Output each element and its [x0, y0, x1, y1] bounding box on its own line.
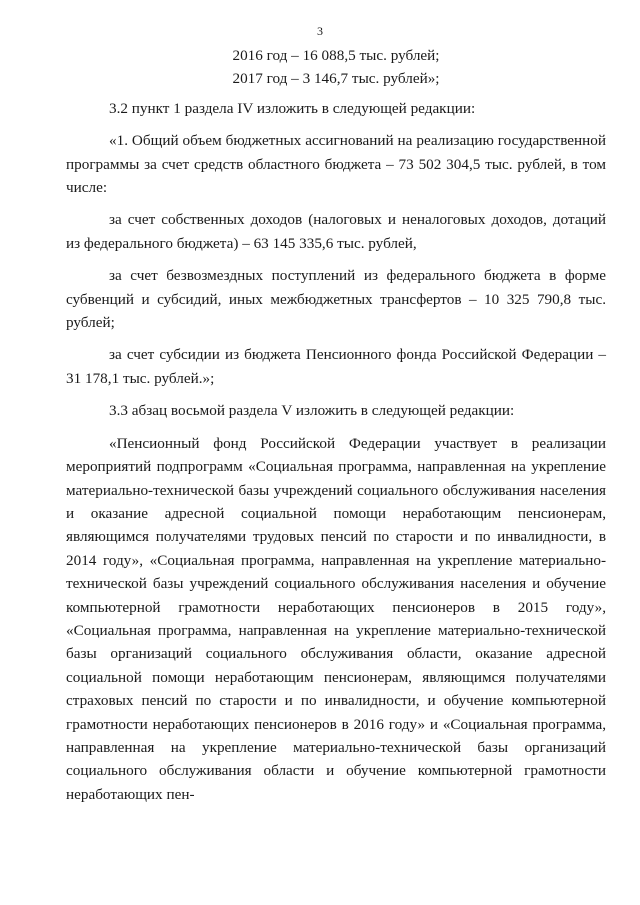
paragraph-total-allocation: «1. Общий объем бюджетных ассигнований на реализацию государственной программы за счет средств областного бюджета – 73 502 304,5 тыс. рублей, в том числе: [66, 132, 606, 197]
year-2016-line: 2016 год – 16 088,5 тыс. рублей; [232, 47, 440, 64]
year-2017-line: 2017 год – 3 146,7 тыс. рублей»; [232, 70, 440, 88]
page-number: 3 [317, 24, 323, 38]
paragraph-pension-fund-participation: «Пенсионный фонд Российской Федерации участвует в реализации мероприятий подпрограмм «Социальная программа, направленная на укрепление материально-технической базы учреждений социального обслуживания населения и оказание адресной социальной помощи неработающим пенсионерам, являющимся получателями трудовых пенсий по старости и по инвалидности, в 2014 году», «Социальная программа, направленная на укрепление материально-технической базы учреждений социального обслуживания населения и обучение компьютерной грамотности неработающих пенсионеров в 2015 году», «Социальная программа, направленная на укрепление материально-технической базы организаций социального обслуживания области, оказание адресной социальной помощи неработающим пенсионерам, являющимся получателями страховых пенсий по старости и по инвалидности, и обучение компьютерной грамотности неработающих пенсионеров в 2016 году» и «Социальная программа, направленная на укрепление материально-технической базы организаций социального обслуживания области и обучение компьютерной грамотности неработающих пен- [66, 434, 606, 803]
paragraph-own-revenue: за счет собственных доходов (налоговых и неналоговых доходов, дотаций из федерального бюджета) – 63 145 335,6 тыс. рублей, [66, 211, 606, 252]
paragraph-section-3-2: 3.2 пункт 1 раздела IV изложить в следующей редакции: [109, 99, 476, 117]
paragraph-pension-fund-subsidy: за счет субсидии из бюджета Пенсионного фонда Российской Федерации – 31 178,1 тыс. рублей.»; [66, 346, 606, 387]
document-body [66, 44, 606, 806]
paragraph-federal-transfers: за счет безвозмездных поступлений из федерального бюджета в форме субвенций и субсидий, иных межбюджетных трансфертов – 10 325 790,8 тыс. рублей; [66, 267, 606, 332]
paragraph-section-3-3: 3.3 абзац восьмой раздела V изложить в следующей редакции: [109, 402, 515, 420]
